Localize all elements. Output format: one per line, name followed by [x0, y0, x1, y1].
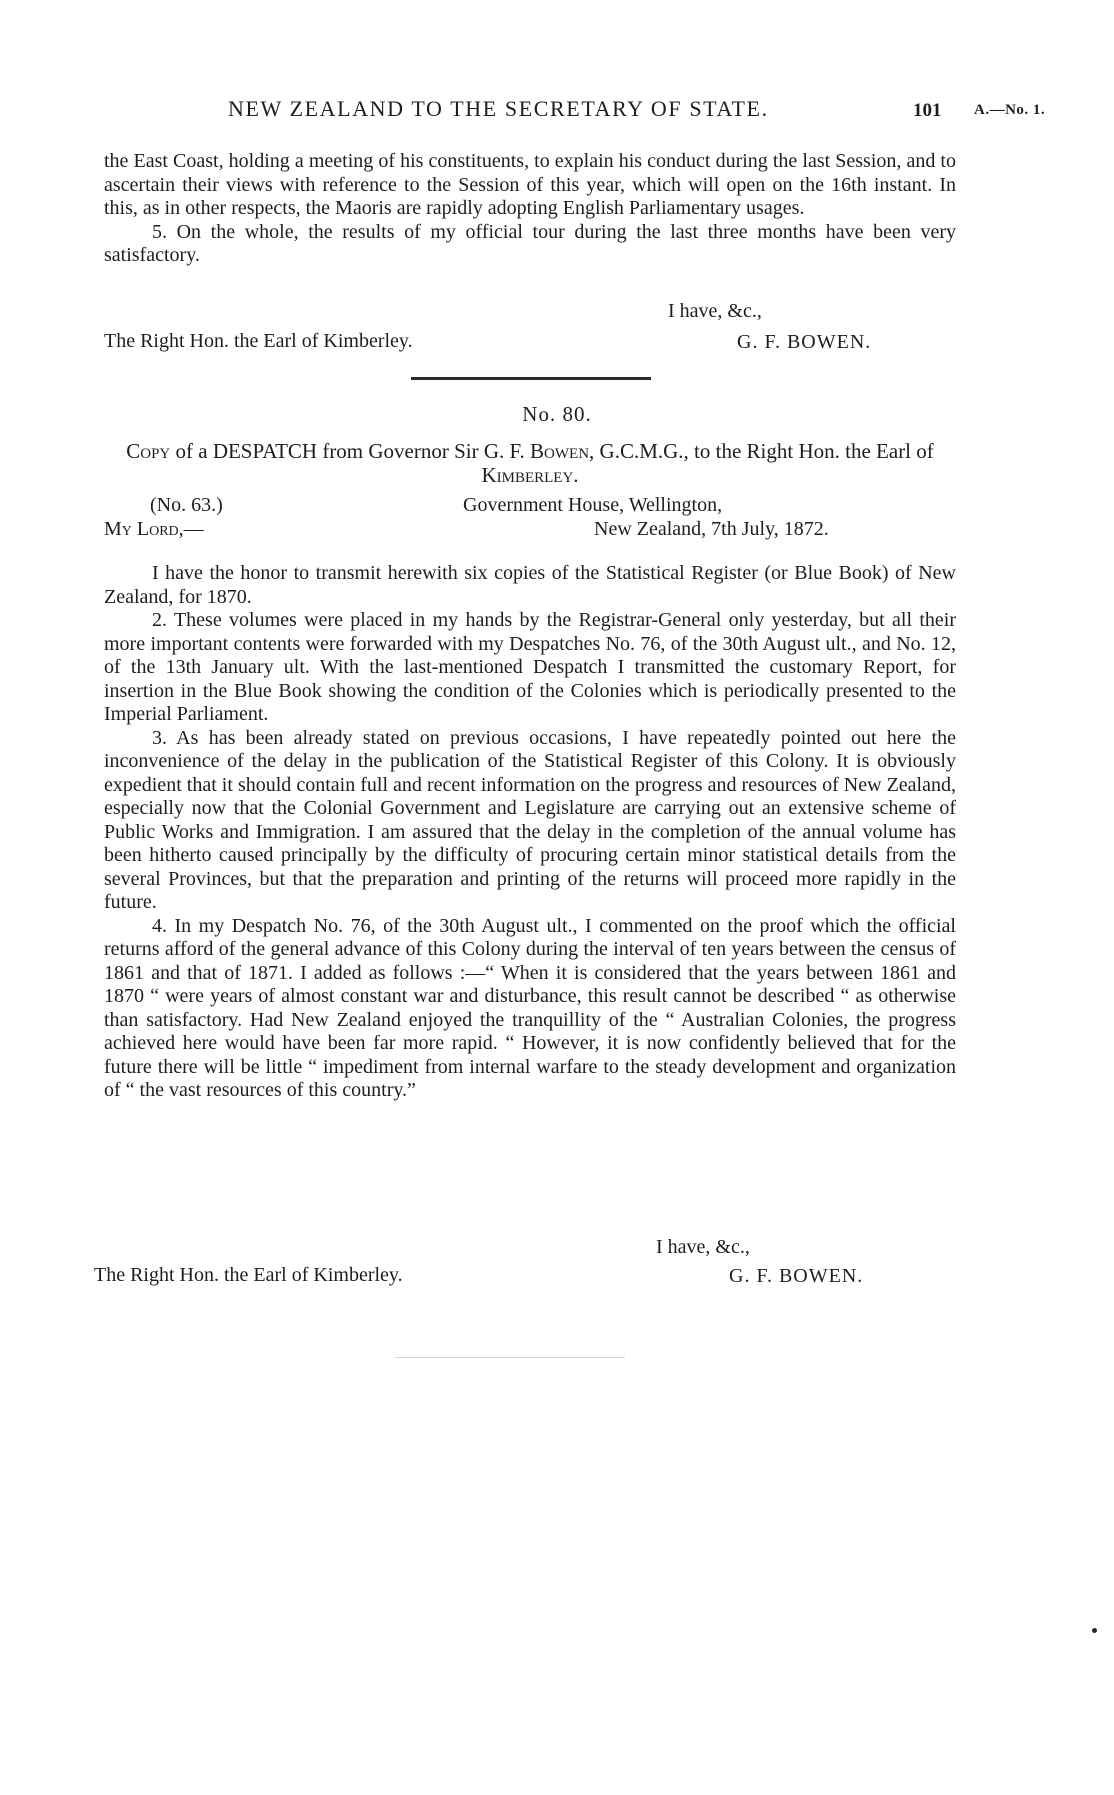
previous-despatch-body — [104, 150, 956, 268]
closing-formula: I have, &c., — [668, 300, 762, 322]
title-main: of a DESPATCH from Governor Sir G. F. — [170, 439, 531, 463]
despatch-title — [104, 439, 956, 487]
paragraph-2: 2. These volumes were placed in my hands by the Registrar-General only yesterday, but all their more important contents were forwarded with my Despatches No. 76, of the 30th August ult., and No. 12, of the 13th January ult. With the last-mentioned Despatch I transmitted the customary Report, for insertion in the Blue Book showing the condition of the Colonies which is periodically presented to the Imperial Parliament. — [104, 609, 956, 725]
page-number: 101 — [913, 100, 942, 121]
despatch-signature: G. F. BOWEN. — [729, 1265, 864, 1287]
reference-number: (No. 63.) — [150, 494, 223, 516]
despatch-closing-formula: I have, &c., — [656, 1236, 750, 1258]
title-governor-name: Bowen — [530, 439, 590, 463]
paragraph-3: 3. As has been already stated on previous occasions, I have repeatedly pointed out here the inconvenience of the delay in the publication of the Statistical Register of this Colony. It is obviously expedient that it should contain full and recent information on the progress and resources of New Zealand, especially now that the Colonial Government and Legislature are carrying out an extensive scheme of Public Works and Immigration. I am assured that the delay in the completion of the annual volume has been hitherto caused principally by the difficulty of procuring certain minor statistical details from the several Provinces, but that the preparation and printing of the returns will proceed more rapidly in the future. — [104, 726, 956, 913]
location-date: New Zealand, 7th July, 1872. — [594, 518, 829, 540]
running-title: NEW ZEALAND TO THE SECRETARY OF STATE. — [228, 96, 769, 121]
despatch-body — [104, 562, 956, 1103]
paragraph-4: 4. In my Despatch No. 76, of the 30th August ult., I commented on the proof which the official returns afford of the general advance of this Colony during the interval of ten years between the census of 1861 and that of 1871. I added as follows :—“ When it is considered that the years between 1861 and 1870 “ were years of almost constant war and disturbance, this result cannot be described “ as otherwise than satisfactory. Had New Zealand enjoyed the tranquillity of the “ Australian Colonies, the progress achieved here would have been far more rapid. “ However, it is now confidently believed that for the future there will be little “ impediment from internal warfare to the steady development and organization of “ the vast resources of this country.” — [104, 914, 956, 1101]
title-honours: , G.C.M.G., to the Right Hon. the Earl of — [589, 439, 934, 463]
title-copy: Copy — [126, 439, 171, 463]
sender-location: Government House, Wellington, — [463, 494, 723, 516]
section-divider — [411, 377, 651, 380]
paper-reference: A.—No. 1. — [974, 102, 1046, 118]
paragraph-5: 5. On the whole, the results of my official tour during the last three months have been very satisfactory. — [104, 220, 956, 266]
margin-mark — [1092, 1628, 1097, 1633]
despatch-addressee: The Right Hon. the Earl of Kimberley. — [94, 1264, 403, 1286]
signature: G. F. BOWEN. — [737, 331, 872, 353]
despatch-number: No. 80. — [522, 402, 592, 426]
addressee: The Right Hon. the Earl of Kimberley. — [104, 330, 413, 352]
title-recipient: Kimberley — [481, 463, 574, 487]
faint-divider — [395, 1357, 625, 1358]
salutation: My Lord,— — [104, 518, 204, 540]
continued-paragraph: the East Coast, holding a meeting of his constituents, to explain his conduct during the last Session, and to ascertain their views with reference to the Session of this year, which will open on the 16th instant. In this, as in other respects, the Maoris are rapidly adopting English Parliamentary usages. — [104, 150, 956, 219]
title-end: . — [573, 463, 579, 487]
paragraph-1: I have the honor to transmit herewith six copies of the Statistical Register (or Blue Book) of New Zealand, for 1870. — [104, 562, 956, 608]
